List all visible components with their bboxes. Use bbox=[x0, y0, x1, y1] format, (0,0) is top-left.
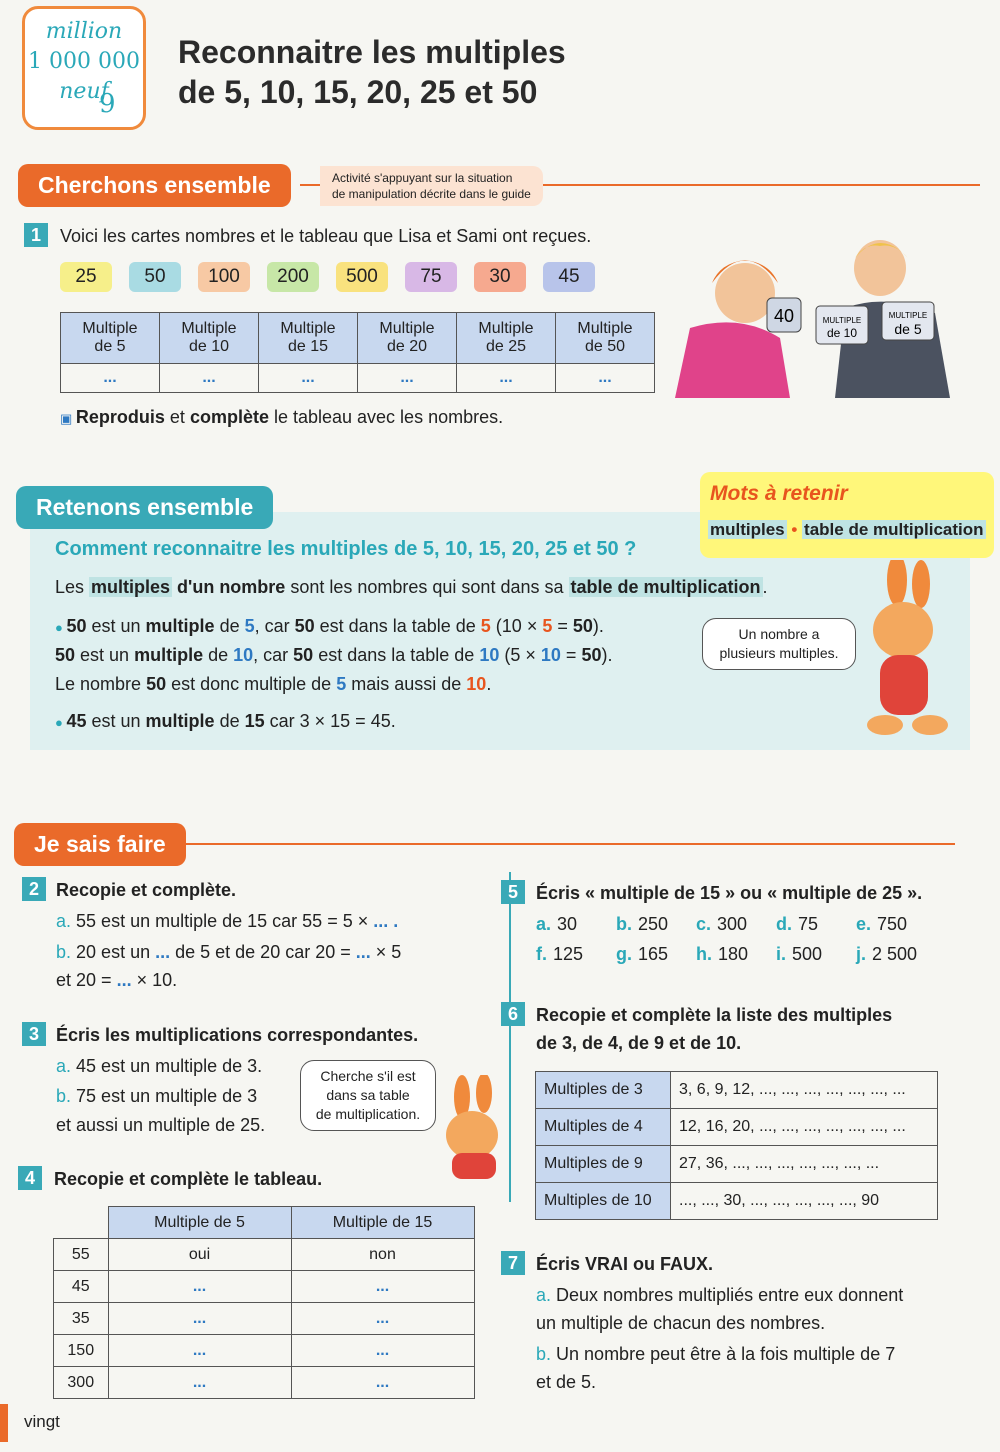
ex5-row-2 bbox=[536, 940, 936, 968]
row-label: Multiples de 3 bbox=[536, 1072, 671, 1109]
table-row bbox=[54, 1239, 475, 1271]
section-cherchons: Cherchons ensemble bbox=[18, 164, 291, 207]
section-retenons: Retenons ensemble bbox=[16, 486, 273, 529]
exercise-number: 6 bbox=[501, 1002, 525, 1026]
col-header: Multiple de 20 bbox=[358, 313, 457, 364]
answer-cell: ... bbox=[291, 1335, 474, 1367]
ex5-item: e. 750 bbox=[856, 914, 908, 934]
page-title: Reconnaitre les multiples de 5, 10, 15, 20, 25 et 50 bbox=[178, 34, 566, 110]
number-card: 50 bbox=[129, 262, 181, 292]
exercise-number: 1 bbox=[24, 223, 48, 247]
col-header: Multiple de 5 bbox=[61, 313, 160, 364]
table-row bbox=[536, 1072, 938, 1109]
table-row bbox=[536, 1146, 938, 1183]
number-card: 500 bbox=[336, 262, 388, 292]
ex2-b: b. 20 est un ... de 5 et de 20 car 20 = ... × 5 bbox=[56, 942, 402, 962]
ex4-title: Recopie et complète le tableau. bbox=[54, 1169, 323, 1189]
answer-cell: ... bbox=[556, 364, 655, 393]
table-row bbox=[54, 1303, 475, 1335]
col-header: Multiple de 15 bbox=[291, 1207, 474, 1239]
multiples-list: 3, 6, 9, 12, ..., ..., ..., ..., ..., ..., ... bbox=[671, 1072, 938, 1109]
answer-cell: ... bbox=[358, 364, 457, 393]
mots-a-retenir: Mots à retenir multiples • table de multiplication bbox=[700, 472, 994, 558]
ex3-a: a. 45 est un multiple de 3. bbox=[56, 1056, 263, 1076]
ex5-item: g. 165 bbox=[616, 944, 669, 964]
col-header: Multiple de 50 bbox=[556, 313, 655, 364]
answer-cell: ... bbox=[291, 1271, 474, 1303]
row-label: Multiples de 9 bbox=[536, 1146, 671, 1183]
answer-cell: ... bbox=[291, 1303, 474, 1335]
row-number: 35 bbox=[54, 1303, 109, 1335]
answer-cell: ... bbox=[291, 1367, 474, 1399]
number-card: 25 bbox=[60, 262, 112, 292]
ex6-table bbox=[535, 1071, 938, 1220]
ex5-item: c. 300 bbox=[696, 914, 748, 934]
answer-cell: ... bbox=[108, 1367, 291, 1399]
rule-line-3: Le nombre 50 est donc multiple de 5 mais aussi de 10. bbox=[55, 674, 492, 694]
ex7-a: a. Deux nombres multipliés entre eux donnent un multiple de chacun des nombres. bbox=[536, 1285, 904, 1333]
ex7-b: b. Un nombre peut être à la fois multiple de 7 et de 5. bbox=[536, 1344, 896, 1392]
answer-cell: ... bbox=[259, 364, 358, 393]
number-card: 100 bbox=[198, 262, 250, 292]
ex5-title: Écris « multiple de 15 » ou « multiple de 25 ». bbox=[536, 883, 923, 903]
ex7-title: Écris VRAI ou FAUX. bbox=[536, 1254, 714, 1274]
ex5-item: b. 250 bbox=[616, 914, 669, 934]
ex5-item: j. 2 500 bbox=[856, 944, 918, 964]
multiples-list: 12, 16, 20, ..., ..., ..., ..., ..., ..., ... bbox=[671, 1109, 938, 1146]
svg-text:MULTIPLE: MULTIPLE bbox=[888, 311, 928, 320]
number-card: 30 bbox=[474, 262, 526, 292]
rule-line-2: 50 est un multiple de 10, car 50 est dans la table de 10 (5 × 10 = 50). bbox=[55, 645, 613, 665]
number-card: 75 bbox=[405, 262, 457, 292]
ex5-item: i. 500 bbox=[776, 944, 823, 964]
page-number: vingt bbox=[24, 1412, 60, 1431]
ex2-a: a. 55 est un multiple de 15 car 55 = 5 × ... . bbox=[56, 911, 399, 931]
col-header: Multiple de 5 bbox=[108, 1207, 291, 1239]
svg-text:de 5: de 5 bbox=[894, 321, 922, 337]
answer-cell: ... bbox=[108, 1303, 291, 1335]
ex5-row-1 bbox=[536, 910, 936, 938]
ex2-b-cont: et 20 = ... × 10. bbox=[56, 970, 178, 990]
row-number: 55 bbox=[54, 1239, 109, 1271]
exercise-number: 2 bbox=[22, 877, 46, 901]
ex5-item: a. 30 bbox=[536, 914, 578, 934]
svg-text:de 10: de 10 bbox=[826, 326, 858, 340]
card-40: 40 bbox=[773, 306, 795, 326]
ex3-title: Écris les multiplications correspondantes. bbox=[56, 1025, 419, 1045]
table-row bbox=[536, 1183, 938, 1220]
row-number: 300 bbox=[54, 1367, 109, 1399]
answer-cell: ... bbox=[108, 1335, 291, 1367]
definition: Les multiples d'un nombre sont les nombres qui sont dans sa table de multiplication . bbox=[55, 577, 768, 597]
ex5-item: f. 125 bbox=[536, 944, 584, 964]
row-label: Multiples de 10 bbox=[536, 1183, 671, 1220]
number-badge: million 1 000 000 neuf 9 bbox=[22, 6, 146, 130]
ex2-title: Recopie et complète. bbox=[56, 880, 237, 900]
answer-cell: ... bbox=[61, 364, 160, 393]
row-number: 150 bbox=[54, 1335, 109, 1367]
rabbit-illustration bbox=[432, 1075, 512, 1180]
number-card: 45 bbox=[543, 262, 595, 292]
ex3-b: b. 75 est un multiple de 3 bbox=[56, 1086, 258, 1106]
speech-bubble: Un nombre a plusieurs multiples. bbox=[702, 618, 856, 670]
ex1-table bbox=[60, 312, 655, 393]
answer-cell: ... bbox=[160, 364, 259, 393]
number-cards bbox=[60, 262, 595, 292]
ex4-table bbox=[53, 1206, 475, 1399]
rabbit-illustration bbox=[845, 560, 955, 750]
answer-cell: non bbox=[291, 1239, 474, 1271]
ex6-title: Recopie et complète la liste des multiples de 3, de 4, de 9 et de 10. bbox=[536, 1005, 893, 1053]
ex3-b-cont: et aussi un multiple de 25. bbox=[56, 1115, 266, 1135]
exercise-number: 3 bbox=[22, 1022, 46, 1046]
table-row bbox=[54, 1271, 475, 1303]
row-label: Multiples de 4 bbox=[536, 1109, 671, 1146]
number-card: 200 bbox=[267, 262, 319, 292]
answer-cell: ... bbox=[108, 1271, 291, 1303]
ex1-instruction: ▣ Reproduis et complète le tableau avec les nombres. bbox=[60, 407, 504, 427]
ex1-intro: Voici les cartes nombres et le tableau que Lisa et Sami ont reçues. bbox=[60, 226, 592, 246]
divider bbox=[160, 843, 955, 845]
table-row bbox=[54, 1335, 475, 1367]
answer-cell: oui bbox=[108, 1239, 291, 1271]
col-header: Multiple de 10 bbox=[160, 313, 259, 364]
table-row bbox=[54, 1367, 475, 1399]
svg-text:MULTIPLE: MULTIPLE bbox=[822, 316, 862, 325]
kids-illustration bbox=[650, 228, 990, 398]
multiples-list: ..., ..., 30, ..., ..., ..., ..., ..., 90 bbox=[671, 1183, 938, 1220]
multiples-list: 27, 36, ..., ..., ..., ..., ..., ..., ... bbox=[671, 1146, 938, 1183]
ex5-item: h. 180 bbox=[696, 944, 749, 964]
row-number: 45 bbox=[54, 1271, 109, 1303]
guide-note: Activité s'appuyant sur la situation de manipulation décrite dans le guide bbox=[320, 166, 543, 206]
exercise-number: 5 bbox=[501, 880, 525, 904]
exercise-number: 4 bbox=[18, 1166, 42, 1190]
page-marker bbox=[0, 1404, 8, 1442]
exercise-number: 7 bbox=[501, 1251, 525, 1275]
col-header: Multiple de 25 bbox=[457, 313, 556, 364]
section-je-sais-faire: Je sais faire bbox=[14, 823, 186, 866]
retenons-question: Comment reconnaitre les multiples de 5, 10, 15, 20, 25 et 50 ? bbox=[55, 538, 637, 560]
ex5-item: d. 75 bbox=[776, 914, 819, 934]
speech-bubble: Cherche s'il est dans sa table de multiplication. bbox=[300, 1060, 436, 1131]
table-row bbox=[536, 1109, 938, 1146]
col-header: Multiple de 15 bbox=[259, 313, 358, 364]
answer-cell: ... bbox=[457, 364, 556, 393]
rule-line-1: ● 50 est un multiple de 5, car 50 est dans la table de 5 (10 × 5 = 50). bbox=[55, 616, 604, 636]
rule-line-4: ● 45 est un multiple de 15 car 3 × 15 = 45. bbox=[55, 711, 396, 731]
